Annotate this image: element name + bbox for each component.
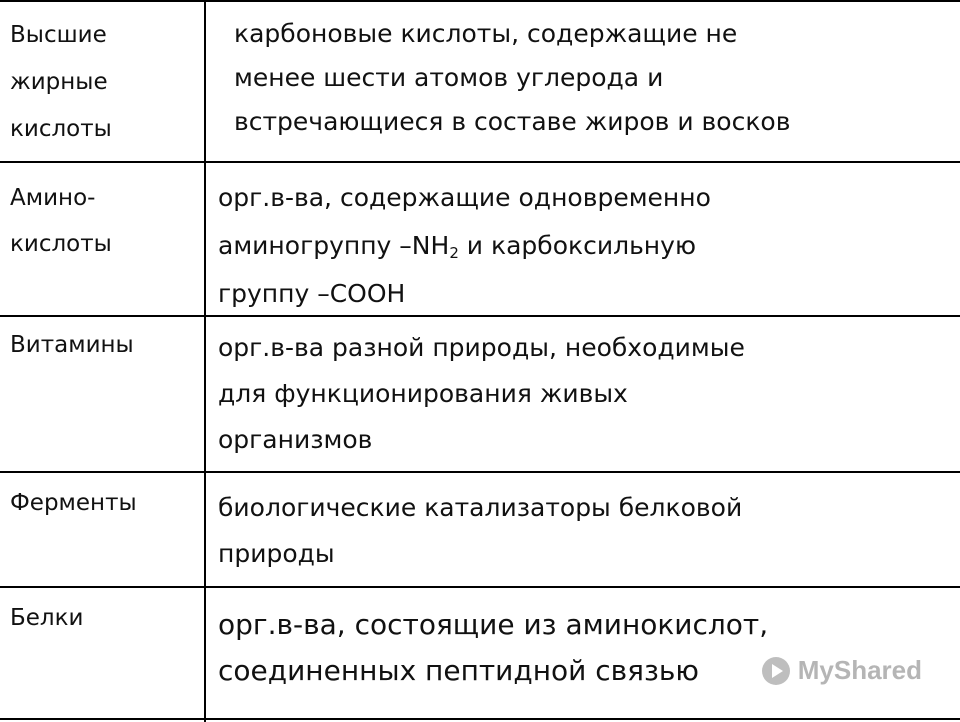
term-cell <box>0 163 206 315</box>
definition-text: природы <box>218 539 335 568</box>
table-row <box>0 163 960 317</box>
term-text: Белки <box>10 605 84 631</box>
term-text: Высшие <box>10 22 107 48</box>
term-text: кислоты <box>10 231 112 257</box>
term-text: Витамины <box>10 332 134 358</box>
play-logo-icon <box>762 657 790 685</box>
formula-suffix: и карбоксильную <box>458 231 696 260</box>
definition-text: соединенных пептидной связью <box>218 654 699 687</box>
term-cell <box>0 317 206 471</box>
definition-text: встречающиеся в составе жиров и восков <box>234 107 791 136</box>
formula-text: аминогруппу –NH <box>218 231 450 260</box>
watermark <box>762 655 922 686</box>
term-text: Амино- <box>10 185 96 211</box>
definition-text: биологические катализаторы белковой <box>218 493 743 522</box>
definition-text: группу –COOH <box>218 279 406 308</box>
term-text: кислоты <box>10 116 112 142</box>
table-row <box>0 317 960 473</box>
term-text: жирные <box>10 69 108 95</box>
definition-text: орг.в-ва, состоящие из аминокислот, <box>218 608 769 641</box>
definition-text: орг.в-ва, содержащие одновременно <box>218 183 711 212</box>
table-row <box>0 2 960 163</box>
term-text: Ферменты <box>10 490 137 516</box>
definition-cell <box>208 2 958 161</box>
watermark-text: MyShared <box>797 655 922 685</box>
definition-cell <box>208 317 958 471</box>
term-cell <box>0 588 206 722</box>
definition-text: орг.в-ва разной природы, необходимые <box>218 333 745 362</box>
definition-cell <box>208 163 958 315</box>
definition-text: для функционирования живых <box>218 379 628 408</box>
term-cell <box>0 473 206 586</box>
definition-cell <box>208 473 958 586</box>
definition-text: карбоновые кислоты, содержащие не <box>234 19 738 48</box>
table-row <box>0 473 960 588</box>
definition-text: организмов <box>218 425 373 454</box>
term-cell <box>0 2 206 161</box>
definition-text-formula <box>218 222 952 270</box>
definition-text: менее шести атомов углерода и <box>234 63 664 92</box>
subscript: 2 <box>449 243 459 262</box>
